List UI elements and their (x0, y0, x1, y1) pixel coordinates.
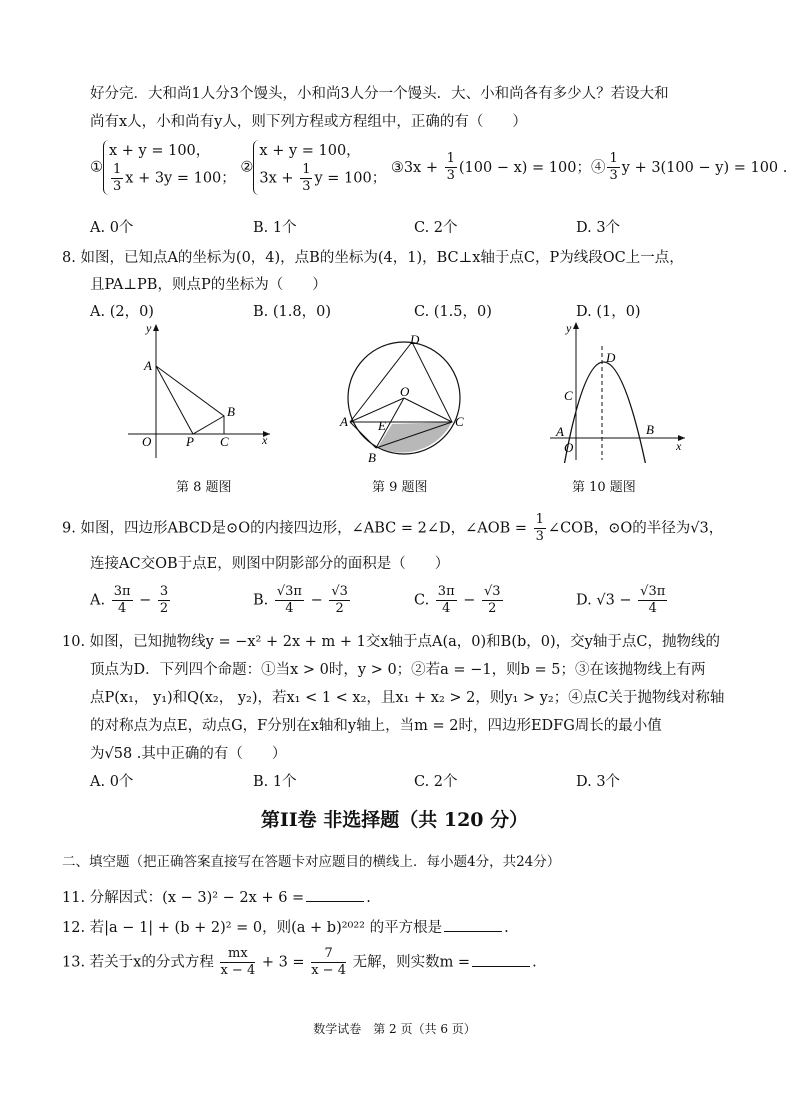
f8-label-x: x (262, 433, 268, 447)
q10-option-c: C. 2个 (414, 774, 458, 790)
q9-line1: 9. 如图，四边形ABCD是⊙O的内接四边形，∠ABC = 2∠D，∠AOB = $\frac{1}{3}$ ∠COB，⊙O的半径为√3， (62, 512, 724, 544)
f9-label-c: C (455, 414, 464, 429)
circled-2-icon: ② (240, 159, 254, 176)
circled-1-icon: ① (90, 159, 103, 176)
f10-label-y: y (566, 321, 572, 335)
q9-option-d: D. √3 − $\frac{√3\pi}{4}$ (576, 584, 666, 616)
caption-fig9: 第 9 题图 (372, 480, 428, 495)
q8-option-a: A. (2，0) (90, 304, 154, 320)
f8-label-b: B (227, 404, 235, 419)
q10-option-a: A. 0个 (90, 774, 134, 790)
system-1: x + y = 100， $\frac{1}{3}$ x + 3y = 100； (103, 140, 236, 195)
q8-line1: 8. 如图，已知点A的坐标为(0，4)，点B的坐标为(4，1)，BC⊥x轴于点C，P为线段OC上一点， (62, 250, 684, 266)
q11-answer-blank[interactable] (306, 889, 364, 902)
q7-option-d: D. 3个 (576, 220, 621, 236)
q10-option-b: B. 1个 (253, 774, 297, 790)
f8-label-o: O (142, 434, 152, 449)
caption-fig8: 第 8 题图 (176, 480, 232, 495)
q10-line5: 为√58 .其中正确的有（ ） (90, 746, 287, 762)
q10-line1: 10. 如图，已知抛物线y = −x² + 2x + m + 1交x轴于点A(a，0)和B(b，0)，交y轴于点C，抛物线的 (62, 634, 720, 650)
fill-section-title: 二、填空题（把正确答案直接写在答题卡对应题目的横线上．每小题4分，共24分） (62, 854, 561, 870)
q8-line2: 且PA⊥PB，则点P的坐标为（ ） (90, 277, 327, 293)
f9-label-d: D (410, 332, 420, 347)
f8-label-c: C (220, 434, 229, 449)
q12: 12. 若|a − 1| + (b + 2)² = 0，则(a + b)²⁰²² 的平方根是 . (62, 920, 509, 936)
q7-option-b: B. 1个 (253, 220, 297, 236)
f8-label-p: P (186, 434, 194, 449)
q9-line2: 连接AC交OB于点E，则图中阴影部分的面积是（ ） (90, 556, 450, 572)
q10-line2: 顶点为D．下列四个命题：①当x > 0时，y > 0；②若a = −1，则b = 5；③在该抛物线上有两 (90, 662, 706, 678)
q9-option-c: C. $\frac{3\pi}{4}$ − $\frac{√3}{2}$ (414, 584, 501, 616)
f8-label-a: A (144, 358, 152, 373)
q10-line3: 点P(x₁， y₁)和Q(x₂， y₂)，若x₁ < 1 < x₂，且x₁ + x₂ > 2，则y₁ > y₂；④点C关于抛物线对称轴 (90, 690, 725, 706)
q7-line2: 尚有x人，小和尚有y人，则下列方程或方程组中，正确的有（ ） (90, 114, 527, 130)
f9-label-a: A (340, 414, 348, 429)
f8-label-y: y (146, 321, 152, 335)
equation-3: ③3x + $\frac{1}{3}$ (100 − x) = 100；④ $\frac{1}{3}$ y + 3(100 − y) = 100 . (390, 151, 788, 183)
f9-label-o: O (400, 384, 410, 399)
system-2: x + y = 100， 3x + $\frac{1}{3}$ y = 100； (253, 140, 386, 195)
f10-label-x: x (676, 439, 682, 453)
figure-10 (550, 318, 690, 463)
q7-option-a: A. 0个 (90, 220, 134, 236)
f10-label-b: B (646, 422, 654, 437)
q8-option-b: B. (1.8，0) (253, 304, 331, 320)
section-title: 第II卷 非选择题（共 120 分） (260, 809, 529, 831)
page-footer: 数学试卷 第 2 页（共 6 页） (313, 1022, 476, 1036)
q11: 11. 分解因式：(x − 3)² − 2x + 6 = . (62, 890, 371, 906)
caption-fig10: 第 10 题图 (572, 480, 636, 495)
q9-option-a: A. $\frac{3\pi}{4}$ − $\frac{3}{2}$ (90, 584, 169, 616)
f10-label-o: O (564, 440, 574, 455)
figure-9 (338, 330, 474, 466)
q7-option-c: C. 2个 (414, 220, 458, 236)
q9-option-b: B. $\frac{√3\pi}{4}$ − $\frac{√3}{2}$ (253, 584, 348, 616)
q10-line4: 的对称点为点E，动点G，F分别在x轴和y轴上，当m = 2时，四边形EDFG周长的最小值 (90, 718, 662, 734)
q7-equations (90, 140, 787, 195)
f9-label-e: E (378, 418, 386, 433)
q13-answer-blank[interactable] (472, 954, 530, 967)
q10-option-d: D. 3个 (576, 774, 621, 790)
q12-answer-blank[interactable] (444, 919, 502, 932)
q8-option-d: D. (1，0) (576, 304, 641, 320)
q7-line1: 好分完．大和尚1人分3个馒头，小和尚3人分一个馒头．大、小和尚各有多少人？若设大和 (90, 86, 669, 102)
f10-label-d: D (606, 350, 616, 365)
f10-label-a: A (556, 424, 564, 439)
figure-8 (120, 318, 280, 458)
q13: 13. 若关于x的分式方程 $\frac{mx}{x - 4}$ + 3 = $\frac{7}{x - 4}$ 无解，则实数m = . (62, 946, 537, 978)
q8-option-c: C. (1.5，0) (414, 304, 492, 320)
f10-label-c: C (564, 388, 573, 403)
f9-label-b: B (368, 450, 376, 465)
